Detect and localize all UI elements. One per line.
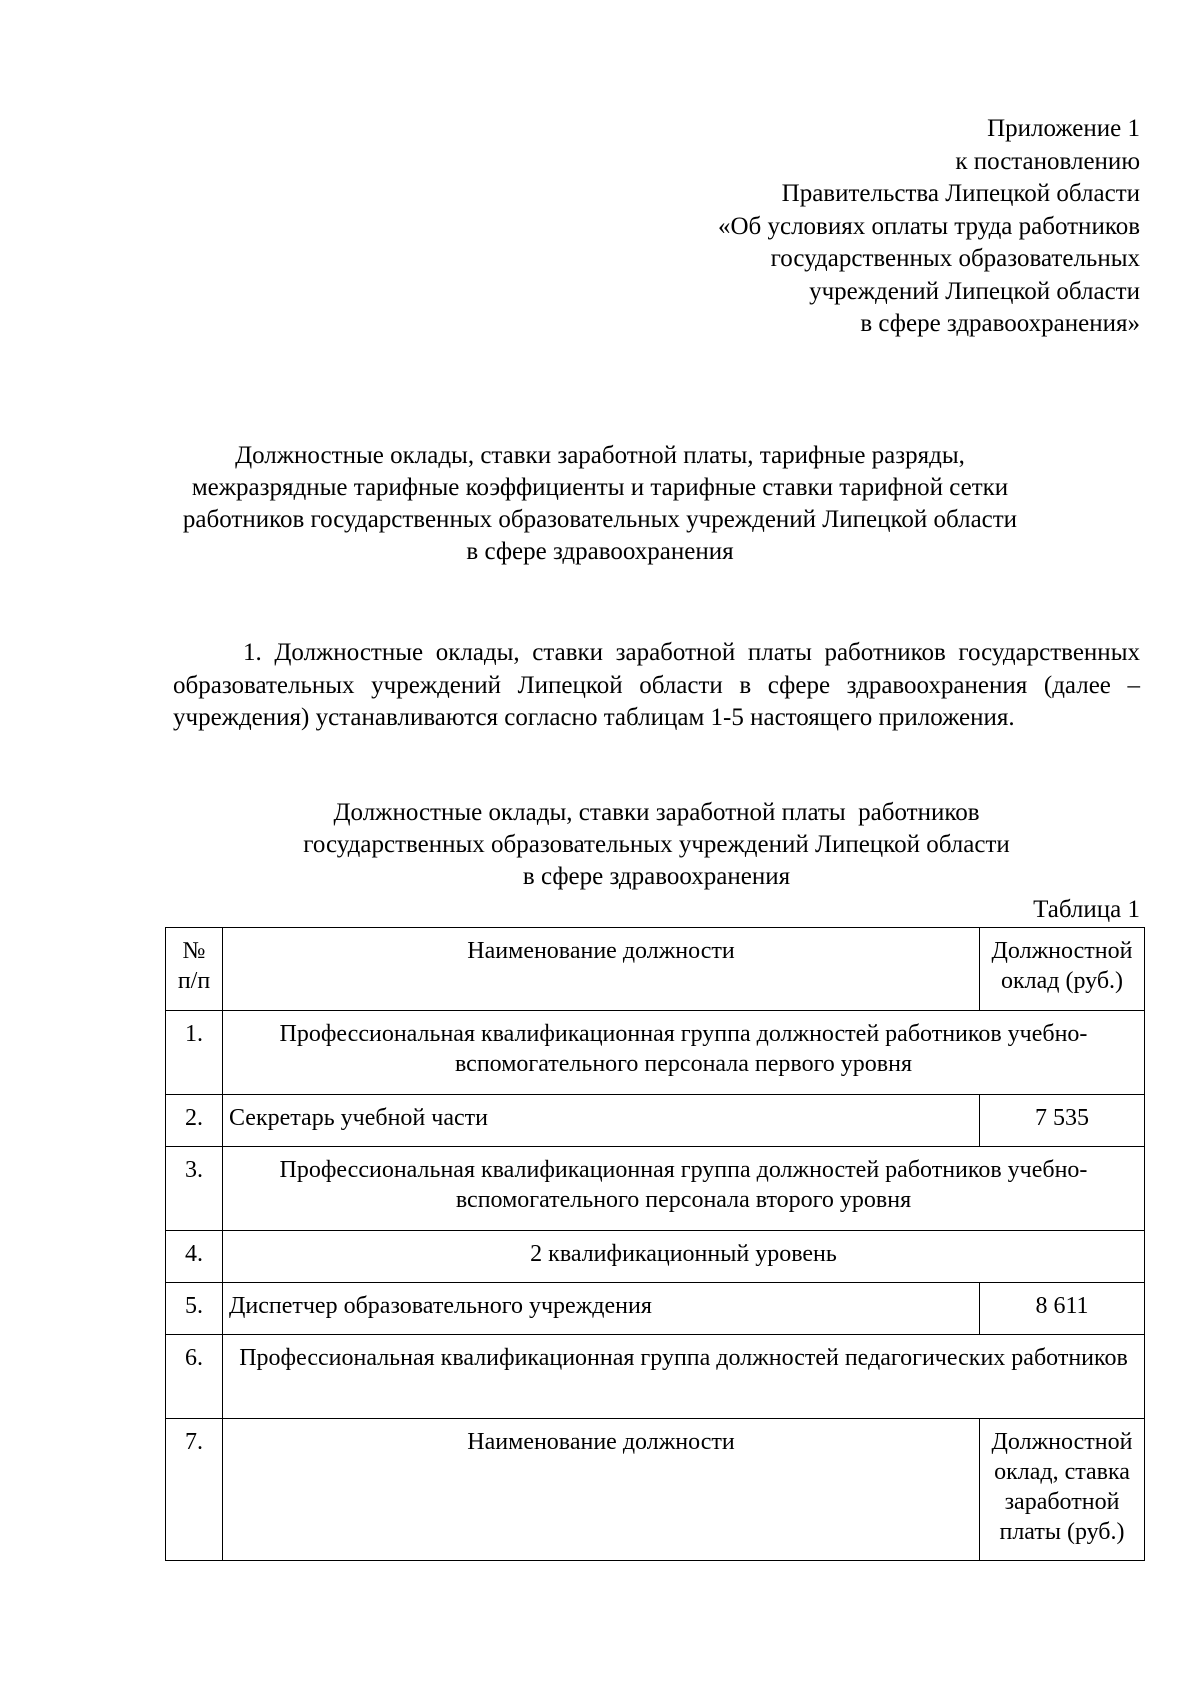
position-name-cell: Диспетчер образовательного учреждения [223,1283,980,1335]
title-line: работников государственных образовательных учреждений Липецкой области [182,506,1018,533]
table-row [166,1419,1145,1561]
header-num-symbol: № [182,938,206,964]
table-row [166,1011,1145,1095]
annex-line: в сфере здравоохранения» [860,310,1140,337]
group-heading-cell: Профессиональная квалификационная группа должностей работников учебно-вспомогательного персонала первого уровня [223,1011,1145,1095]
title-line: в сфере здравоохранения [466,538,734,565]
annex-header [580,113,1140,341]
salary-cell: 8 611 [980,1283,1145,1335]
header-num-cell [166,928,223,1011]
subheader-salary-line: оклад, ставка [994,1459,1130,1485]
annex-line: к постановлению [955,147,1140,175]
group-heading-cell: Профессиональная квалификационная группа должностей педагогических работников [223,1335,1145,1419]
table-row [166,1231,1145,1283]
group-heading-cell: Профессиональная квалификационная группа должностей работников учебно-вспомогательного персонала второго уровня [223,1147,1145,1231]
table-row [166,1335,1145,1419]
subheader-salary-cell [980,1419,1145,1561]
table-title-line: в сфере здравоохранения [522,863,791,890]
table-row [166,1095,1145,1147]
salary-table [165,927,1145,1561]
subheader-salary-line: платы (руб.) [999,1519,1125,1545]
table-row [166,1147,1145,1231]
title-line: межразрядные тарифные коэффициенты и тарифные ставки тарифной сетки [191,474,1009,501]
table-label: Таблица 1 [1033,896,1140,923]
document-title [150,440,1050,568]
position-name-cell: Секретарь учебной части [223,1095,980,1147]
header-salary-line: Должностной [991,938,1133,964]
annex-line: Правительства Липецкой области [781,180,1140,207]
table-title [173,797,1140,893]
subheader-salary-line: Должностной [991,1429,1133,1455]
subheader-salary-line: заработной [1004,1489,1120,1515]
table-row [166,1283,1145,1335]
header-num-abbr: п/п [177,968,211,994]
header-salary-line: оклад (руб.) [1000,968,1124,994]
row-number-cell: 2. [166,1095,223,1147]
annex-line: учреждений Липецкой области [809,277,1140,305]
row-number-cell: 5. [166,1283,223,1335]
row-number-cell: 7. [166,1419,223,1561]
row-number-cell: 6. [166,1335,223,1419]
header-salary-cell [980,928,1145,1011]
paragraph-1: 1. Должностные оклады, ставки заработной платы работников государственных образовательных учреждений Липецкой области в сфере здравоохранения (далее – учреждения) устанавливаются согласно таблицам 1-5 настоящего приложения. [173,639,1140,731]
subheader-name-cell: Наименование должности [223,1419,980,1561]
row-number-cell: 4. [166,1231,223,1283]
row-number-cell: 1. [166,1011,223,1095]
annex-line: Приложение 1 [987,115,1140,142]
salary-cell: 7 535 [980,1095,1145,1147]
table-title-line: Должностные оклады, ставки заработной платы работников [333,799,980,826]
title-line: Должностные оклады, ставки заработной платы, тарифные разряды, [235,442,965,469]
header-name-cell: Наименование должности [223,928,980,1011]
table-header-row [166,928,1145,1011]
annex-line: «Об условиях оплаты труда работников [717,212,1140,240]
row-number-cell: 3. [166,1147,223,1231]
level-heading-cell: 2 квалификационный уровень [223,1231,1145,1283]
annex-line: государственных образовательных [770,245,1140,272]
table-title-line: государственных образовательных учреждений Липецкой области [303,831,1010,858]
